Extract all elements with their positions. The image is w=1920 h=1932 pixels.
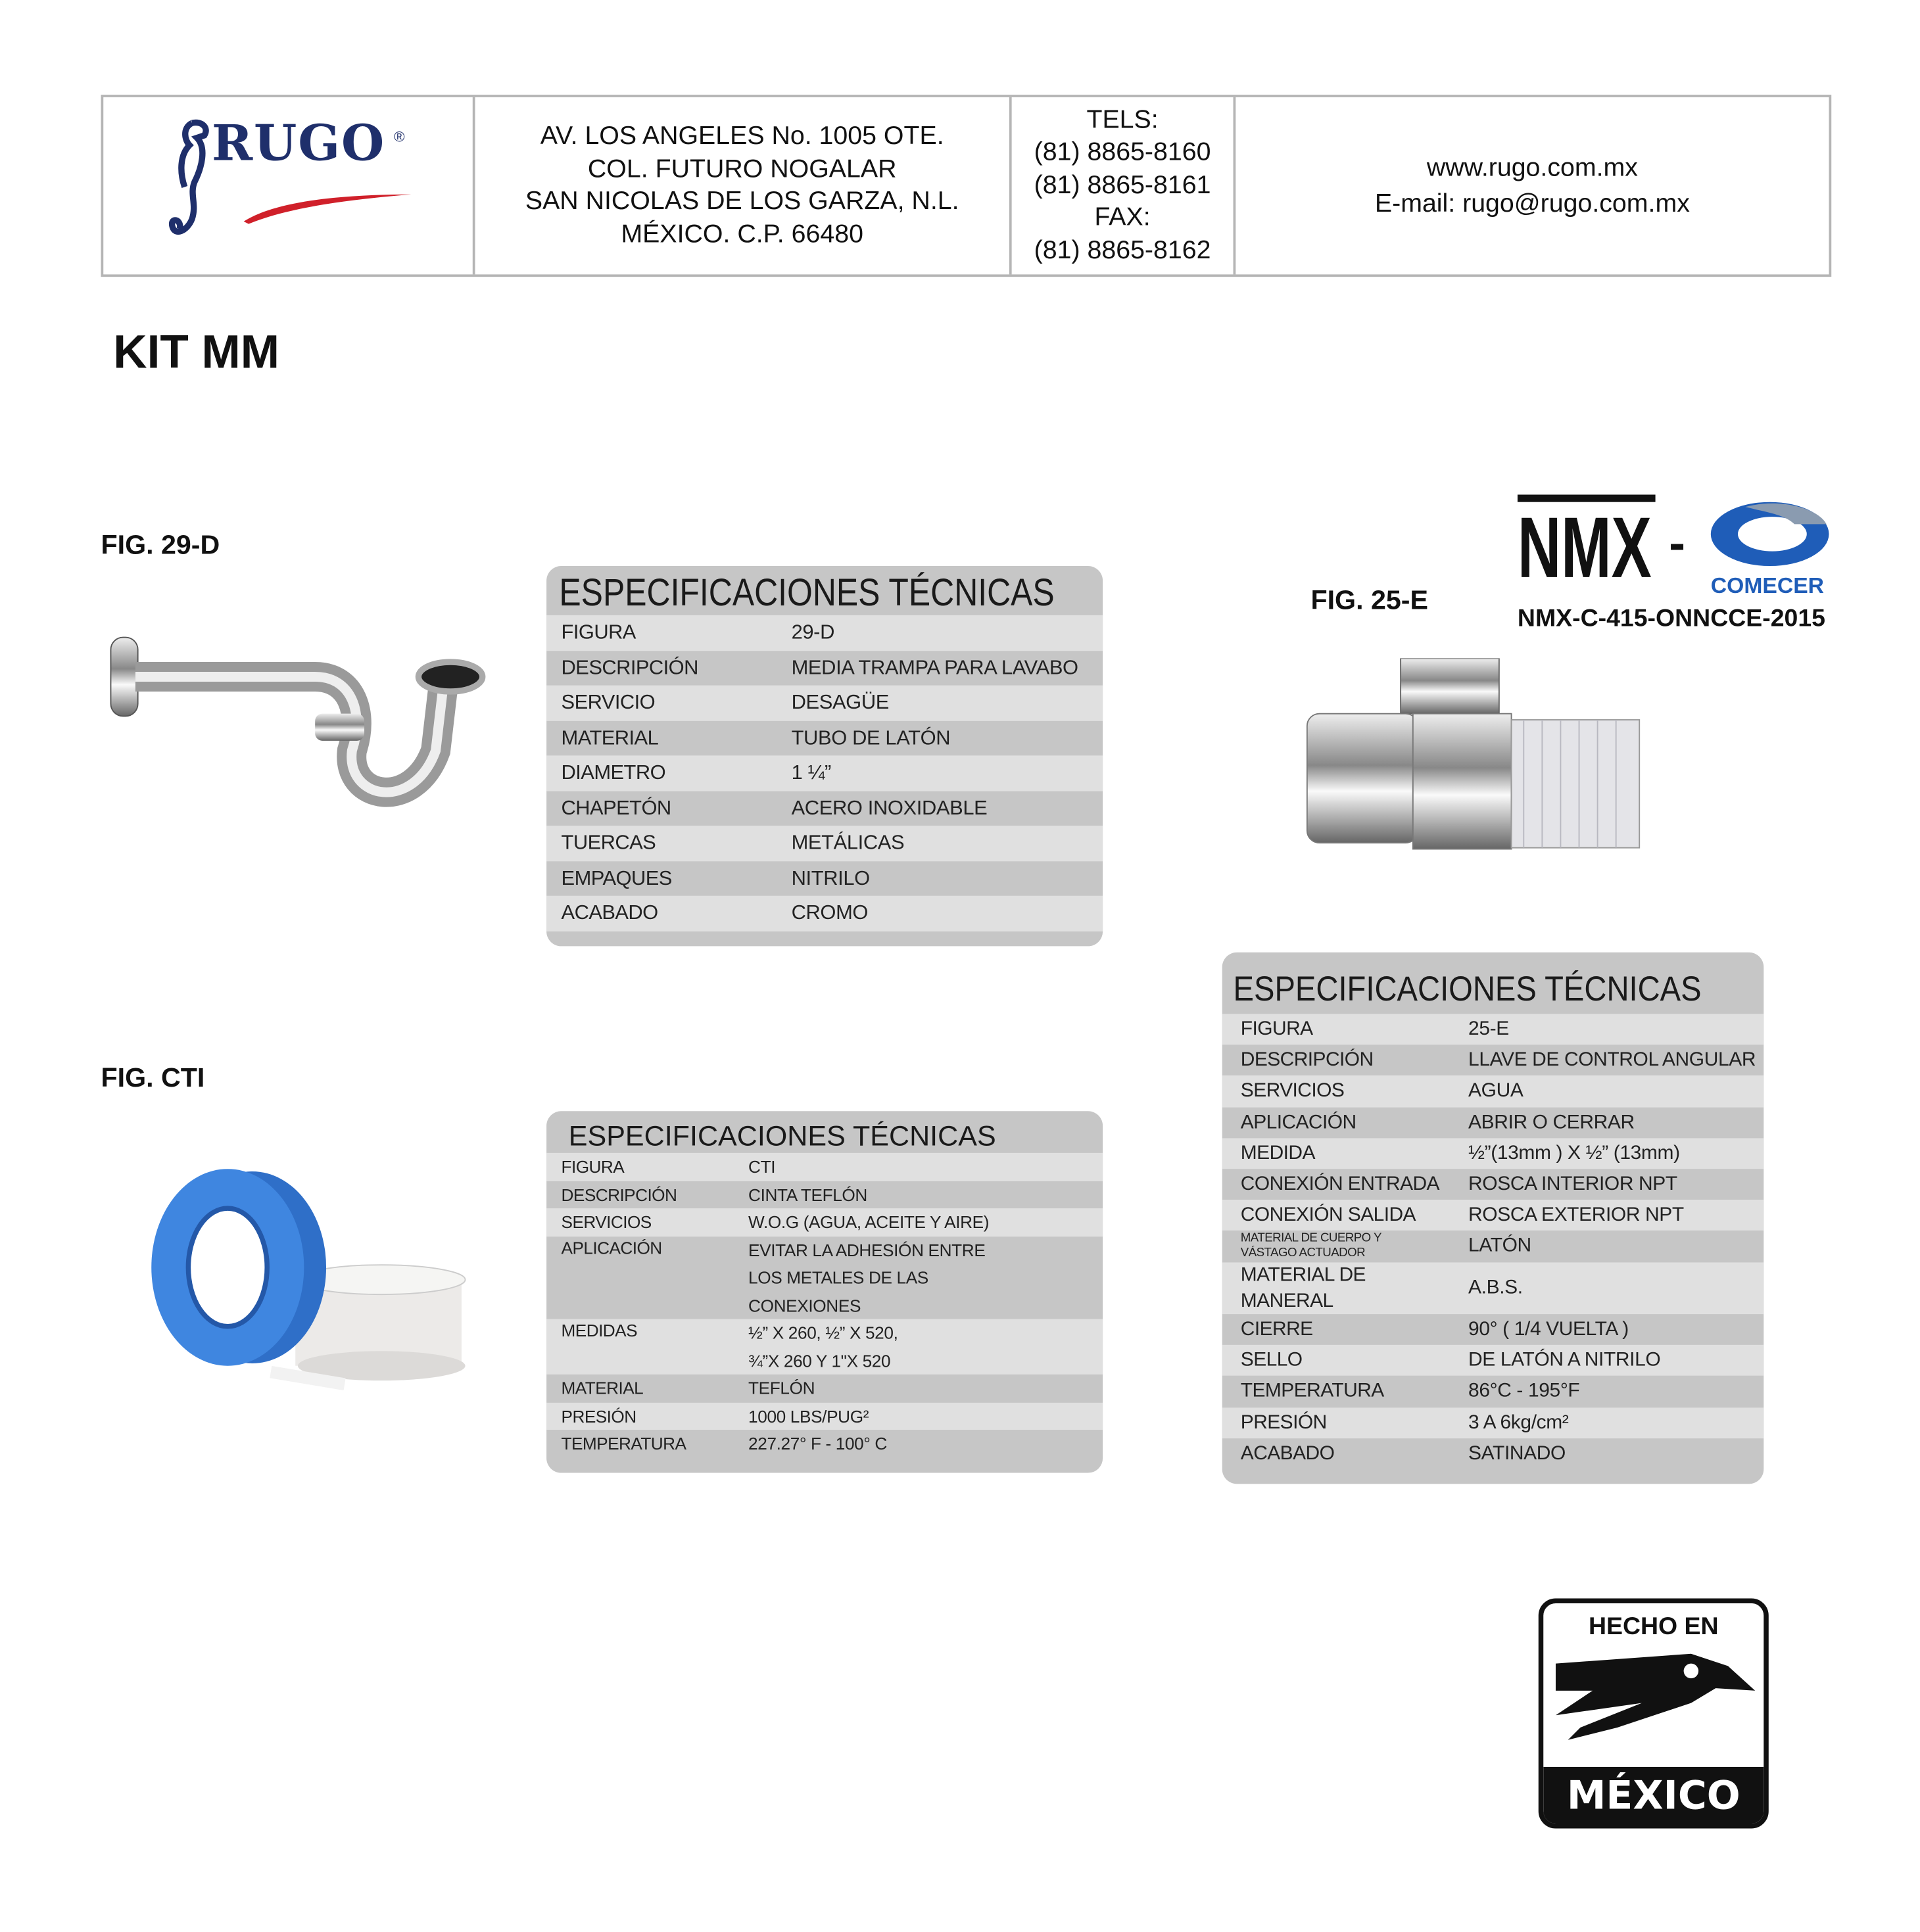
- spec-key: TEMPERATURA: [561, 1433, 686, 1453]
- spec-key: ACABADO: [561, 902, 658, 924]
- spec-table-cti: [546, 1111, 1103, 1472]
- rugo-logo: [165, 114, 411, 254]
- spec-key: DESCRIPCIÓN: [561, 656, 698, 679]
- spec-value: DE LATÓN A NITRILO: [1468, 1350, 1661, 1371]
- spec-value: LATÓN: [1468, 1236, 1531, 1257]
- spec-key: CONEXIÓN SALIDA: [1240, 1204, 1416, 1226]
- spec-row: [1222, 1345, 1764, 1376]
- spec-key: MATERIAL: [561, 1378, 644, 1398]
- spec-key: MATERIAL DE MANERAL: [1240, 1264, 1366, 1312]
- spec-row: [546, 860, 1103, 895]
- spec-key: FIGURA: [1240, 1018, 1313, 1040]
- spec-rows: [546, 615, 1103, 931]
- fax-label: FAX:: [1094, 203, 1151, 232]
- p-trap-image: [106, 628, 487, 824]
- spec-value: 29-D: [791, 621, 835, 644]
- phone-number: (81) 8865-8160: [1034, 138, 1211, 167]
- spec-value: 25-E: [1468, 1018, 1509, 1040]
- spec-key: TEMPERATURA: [1240, 1380, 1384, 1402]
- spec-key: CIERRE: [1240, 1319, 1313, 1340]
- spec-key: APLICACIÓN: [561, 1237, 662, 1258]
- spec-row: [546, 615, 1103, 650]
- brand-name: RUGO: [211, 114, 386, 173]
- fax-number: (81) 8865-8162: [1034, 235, 1211, 264]
- eagle-icon: [1543, 1641, 1764, 1752]
- spec-table-25e: [1222, 953, 1764, 1484]
- spec-key: PRESIÓN: [561, 1405, 636, 1426]
- spec-row: [546, 1236, 1103, 1319]
- comecer-label: COMECER: [1710, 573, 1825, 598]
- spec-row: [546, 1319, 1103, 1375]
- logo-cell: [103, 97, 475, 275]
- spec-row: [546, 1402, 1103, 1430]
- spec-key: CONEXIÓN ENTRADA: [1240, 1173, 1439, 1195]
- spec-row: [1222, 1045, 1764, 1076]
- nmx-logo-box: [1518, 494, 1656, 598]
- spec-key: MATERIAL DE CUERPO Y VÁSTAGO ACTUADOR: [1240, 1231, 1381, 1260]
- address-cell: [475, 97, 1012, 275]
- spec-row: [546, 826, 1103, 860]
- contact-cell: [1236, 97, 1829, 275]
- angle-valve-image: [1302, 658, 1646, 855]
- spec-row: [1222, 1169, 1764, 1200]
- spec-value: TUBO DE LATÓN: [791, 726, 951, 749]
- spec-value: ROSCA EXTERIOR NPT: [1468, 1204, 1684, 1226]
- spec-row: [1222, 1231, 1764, 1262]
- spec-value: ABRIR O CERRAR: [1468, 1112, 1635, 1133]
- spec-value: 90° ( 1/4 VUELTA ): [1468, 1319, 1629, 1340]
- spec-row: [1222, 1262, 1764, 1314]
- spec-row: [1222, 1314, 1764, 1345]
- spec-value: ½” X 260, ½” X 520, ¾”X 260 Y 1"X 520: [748, 1323, 898, 1371]
- spec-key: SERVICIOS: [561, 1212, 652, 1232]
- nmx-logo: NMX: [1517, 499, 1652, 596]
- figure-label-25e: FIG. 25-E: [1310, 584, 1428, 615]
- figure-label-cti: FIG. CTI: [101, 1062, 205, 1093]
- spec-value: ½”(13mm ) X ½” (13mm): [1468, 1143, 1680, 1164]
- spec-key: APLICACIÓN: [1240, 1112, 1356, 1133]
- spec-value: CINTA TEFLÓN: [748, 1184, 867, 1204]
- spec-title: ESPECIFICACIONES TÉCNICAS: [1233, 969, 1702, 1008]
- spec-key: PRESIÓN: [1240, 1412, 1327, 1433]
- spec-value: W.O.G (AGUA, ACEITE Y AIRE): [748, 1212, 990, 1232]
- spec-row: [546, 720, 1103, 755]
- spec-row: [546, 686, 1103, 720]
- spec-row: [546, 896, 1103, 931]
- phone-label: TELS:: [1086, 105, 1159, 134]
- spec-value: ACERO INOXIDABLE: [791, 796, 988, 819]
- spec-key: SERVICIO: [561, 691, 656, 714]
- spec-value: ROSCA INTERIOR NPT: [1468, 1173, 1677, 1195]
- spec-rows: [546, 1153, 1103, 1457]
- spec-key: SELLO: [1240, 1350, 1303, 1371]
- seahorse-icon: [165, 118, 214, 248]
- comecer-swirl-icon: [1708, 497, 1831, 569]
- spec-key: EMPAQUES: [561, 866, 672, 889]
- company-header: [101, 95, 1831, 277]
- registered-mark: ®: [393, 128, 405, 145]
- spec-row: [1222, 1376, 1764, 1407]
- spec-value: CROMO: [791, 902, 869, 924]
- address-line: AV. LOS ANGELES No. 1005 OTE.: [540, 122, 944, 151]
- nmx-dash: -: [1669, 517, 1686, 571]
- spec-key: MEDIDAS: [561, 1320, 638, 1340]
- figure-label-29d: FIG. 29-D: [101, 529, 220, 560]
- phone-number: (81) 8865-8161: [1034, 170, 1211, 199]
- spec-rows: [1222, 1014, 1764, 1469]
- spec-key: DESCRIPCIÓN: [1240, 1050, 1374, 1071]
- spec-row: [546, 1375, 1103, 1402]
- spec-key: DESCRIPCIÓN: [561, 1184, 677, 1204]
- spec-value: 3 A 6kg/cm²: [1468, 1412, 1569, 1433]
- spec-key: MEDIDA: [1240, 1143, 1315, 1164]
- spec-value: METÁLICAS: [791, 832, 905, 855]
- spec-row: [546, 650, 1103, 685]
- spec-key: FIGURA: [561, 1156, 625, 1177]
- spec-table-29d: [546, 566, 1103, 945]
- norm-code: NMX-C-415-ONNCCE-2015: [1517, 605, 1825, 633]
- spec-value: 1 ¼”: [791, 761, 831, 784]
- address-line: SAN NICOLAS DE LOS GARZA, N.L.: [525, 187, 959, 216]
- spec-value: CTI: [748, 1156, 776, 1177]
- spec-row: [1222, 1200, 1764, 1231]
- spec-row: [546, 1181, 1103, 1208]
- spec-title: ESPECIFICACIONES TÉCNICAS: [559, 571, 1055, 615]
- spec-value: AGUA: [1468, 1081, 1524, 1102]
- spec-row: [1222, 1438, 1764, 1469]
- spec-value: SATINADO: [1468, 1443, 1566, 1465]
- spec-value: EVITAR LA ADHESIÓN ENTRE LOS METALES DE LAS CONEXIONES: [748, 1239, 986, 1315]
- spec-value: DESAGÜE: [791, 691, 889, 714]
- spec-value: 227.27° F - 100° C: [748, 1433, 887, 1453]
- hecho-en-label: HECHO EN: [1588, 1613, 1719, 1641]
- spec-key: MATERIAL: [561, 726, 659, 749]
- spec-row: [1222, 1138, 1764, 1169]
- spec-key: SERVICIOS: [1240, 1081, 1345, 1102]
- hecho-en-mexico-logo: [1539, 1598, 1769, 1828]
- teflon-tape-image: [135, 1163, 480, 1397]
- page-title: KIT MM: [113, 327, 280, 379]
- phones-cell: [1012, 97, 1236, 275]
- spec-value: 1000 LBS/PUG²: [748, 1405, 869, 1426]
- spec-row: [1222, 1107, 1764, 1138]
- spec-row: [546, 1153, 1103, 1181]
- mexico-label: MÉXICO: [1543, 1767, 1764, 1824]
- spec-key: TUERCAS: [561, 832, 656, 855]
- spec-row: [1222, 1407, 1764, 1438]
- spec-row: [546, 1430, 1103, 1457]
- website-link[interactable]: www.rugo.com.mx: [1426, 153, 1638, 183]
- spec-row: [1222, 1014, 1764, 1045]
- spec-key: DIAMETRO: [561, 761, 666, 784]
- spec-value: TEFLÓN: [748, 1378, 815, 1398]
- spec-value: NITRILO: [791, 866, 870, 889]
- spec-row: [546, 1208, 1103, 1236]
- spec-key: ACABADO: [1240, 1443, 1335, 1465]
- spec-row: [1222, 1076, 1764, 1107]
- email-link[interactable]: E-mail: rugo@rugo.com.mx: [1374, 189, 1690, 218]
- spec-value: A.B.S.: [1468, 1277, 1523, 1299]
- spec-title: ESPECIFICACIONES TÉCNICAS: [568, 1119, 996, 1152]
- spec-value: LLAVE DE CONTROL ANGULAR: [1468, 1050, 1756, 1071]
- spec-value: 86°C - 195°F: [1468, 1380, 1580, 1402]
- red-swoosh: [241, 189, 414, 226]
- spec-row: [546, 755, 1103, 790]
- address-line: MÉXICO. C.P. 66480: [621, 220, 863, 248]
- spec-value: MEDIA TRAMPA PARA LAVABO: [791, 656, 1078, 679]
- address-line: COL. FUTURO NOGALAR: [587, 154, 897, 183]
- spec-key: FIGURA: [561, 621, 636, 644]
- spec-key: CHAPETÓN: [561, 796, 671, 819]
- spec-row: [546, 791, 1103, 826]
